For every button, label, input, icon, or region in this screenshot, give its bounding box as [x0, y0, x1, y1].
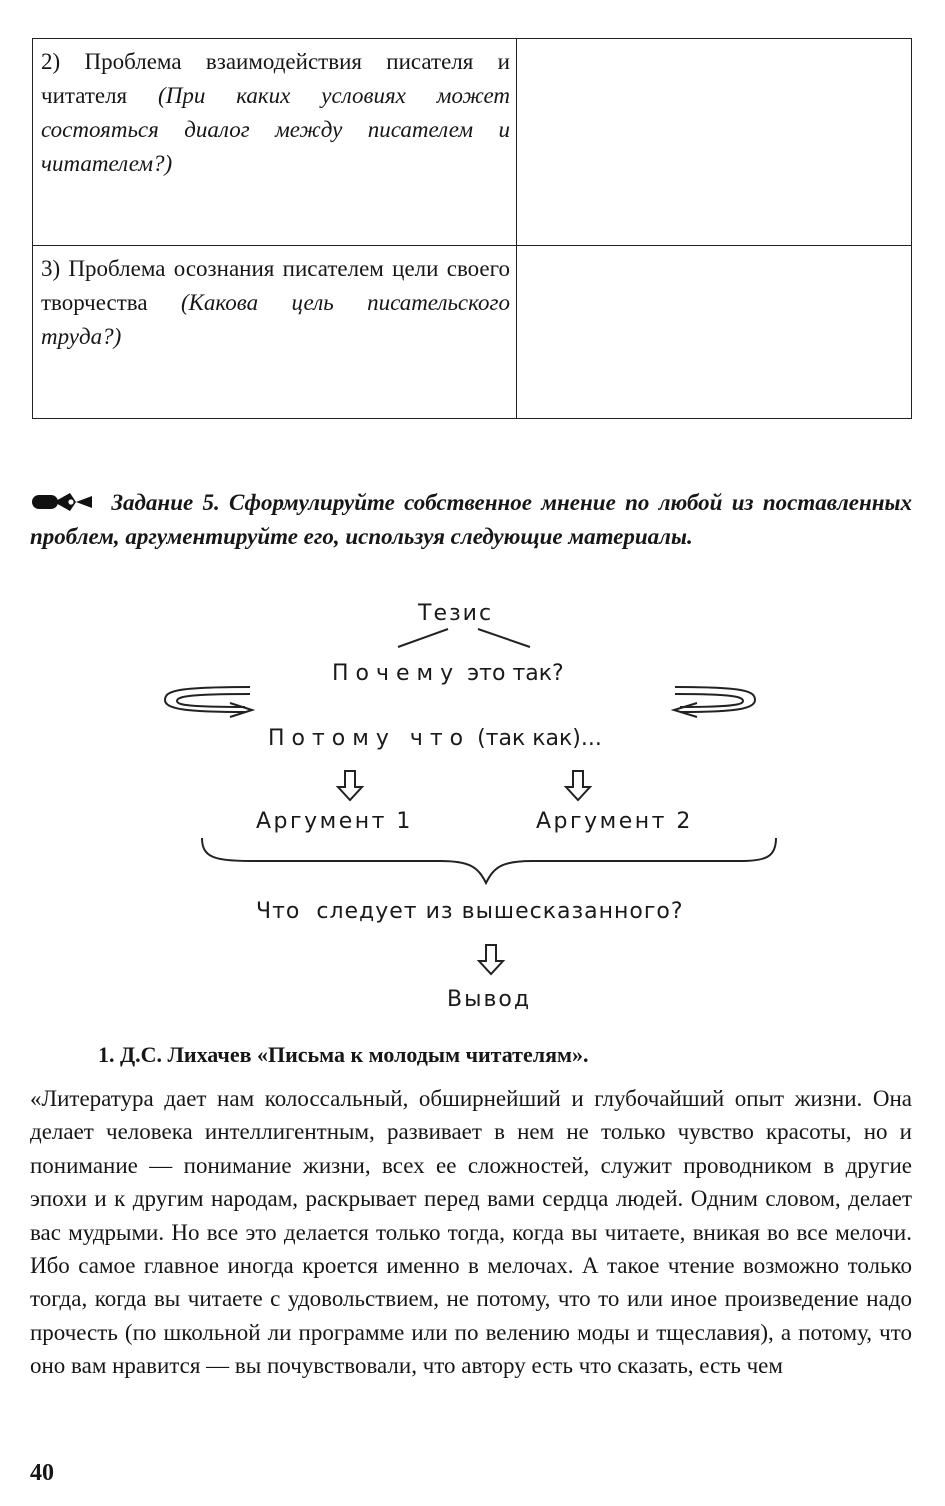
because-label: П о т о м у ч т о (так как)... — [268, 726, 602, 751]
problems-table — [32, 38, 912, 419]
source-quote: «Литература дает нам колоссальный, обширнейший и глубочайший опыт жизни. Она делает человека интеллигентным, развивает в нем не только чувство красоты, но и понимание — понимание жизни, всех ее сложностей, служит проводником в другие эпохи и к другим народам, раскрывает перед вами сердца людей. Одним словом, делает вас мудрыми. Но все это делается только тогда, когда вы читаете, вникая во все мелочи. Ибо самое главное иногда кроется именно в мелочах. А такое чтение возможно только тогда, когда вы читаете с удовольствием, не потому, что то или иное произведение надо прочесть (по школьной ли программе или по велению моды и тщеславия), а потому, что оно вам нравится — вы почувствовали, что автору есть что сказать, есть чем — [30, 1086, 912, 1379]
why-question: П о ч е м у это так? — [332, 661, 564, 686]
thesis-branch-left — [398, 629, 448, 647]
thesis-branch-right — [478, 629, 530, 647]
down-arrow-icon — [479, 945, 503, 974]
summary-brace — [202, 838, 776, 883]
what-follows-question: Что следует из вышесказанного? — [256, 899, 684, 924]
conclusion-label: Вывод — [447, 987, 532, 1012]
down-arrow-icon — [338, 771, 362, 800]
argument-diagram — [0, 595, 945, 1025]
problem-cell — [33, 39, 517, 246]
problem-cell — [33, 246, 517, 419]
argument-2-label: Аргумент 2 — [536, 809, 693, 834]
table-row — [33, 246, 912, 419]
thesis-label: Тезис — [418, 601, 494, 626]
problem-text: 2) Проблема взаимодействия писателя и читателя — [41, 49, 510, 108]
left-cycle-arrow-icon — [165, 687, 252, 717]
source-title: 1. Д.С. Лихачев «Письма к молодым читателям». — [98, 1042, 589, 1067]
page-number: 40 — [30, 1460, 54, 1486]
answer-cell[interactable] — [517, 39, 912, 246]
table-row — [33, 39, 912, 246]
problem-text: 3) Проблема осознания писателем цели своего творчества — [41, 256, 510, 315]
task-text: Задание 5. Сформулируйте собственное мнение по любой из поставленных проблем, аргументируйте его, используя следующие материалы. — [30, 490, 913, 549]
argument-1-label: Аргумент 1 — [256, 809, 413, 834]
problem-question: (Какова цель писательского труда?) — [41, 290, 510, 349]
down-arrow-icon — [566, 771, 590, 800]
problem-question: (При каких условиях может состояться диалог между писателем и читателем?) — [41, 83, 510, 176]
answer-cell[interactable] — [517, 246, 912, 419]
right-cycle-arrow-icon — [674, 687, 755, 717]
task-5 — [30, 486, 912, 554]
diagram-graphics — [0, 595, 945, 1025]
pen-nib-icon — [30, 490, 102, 514]
